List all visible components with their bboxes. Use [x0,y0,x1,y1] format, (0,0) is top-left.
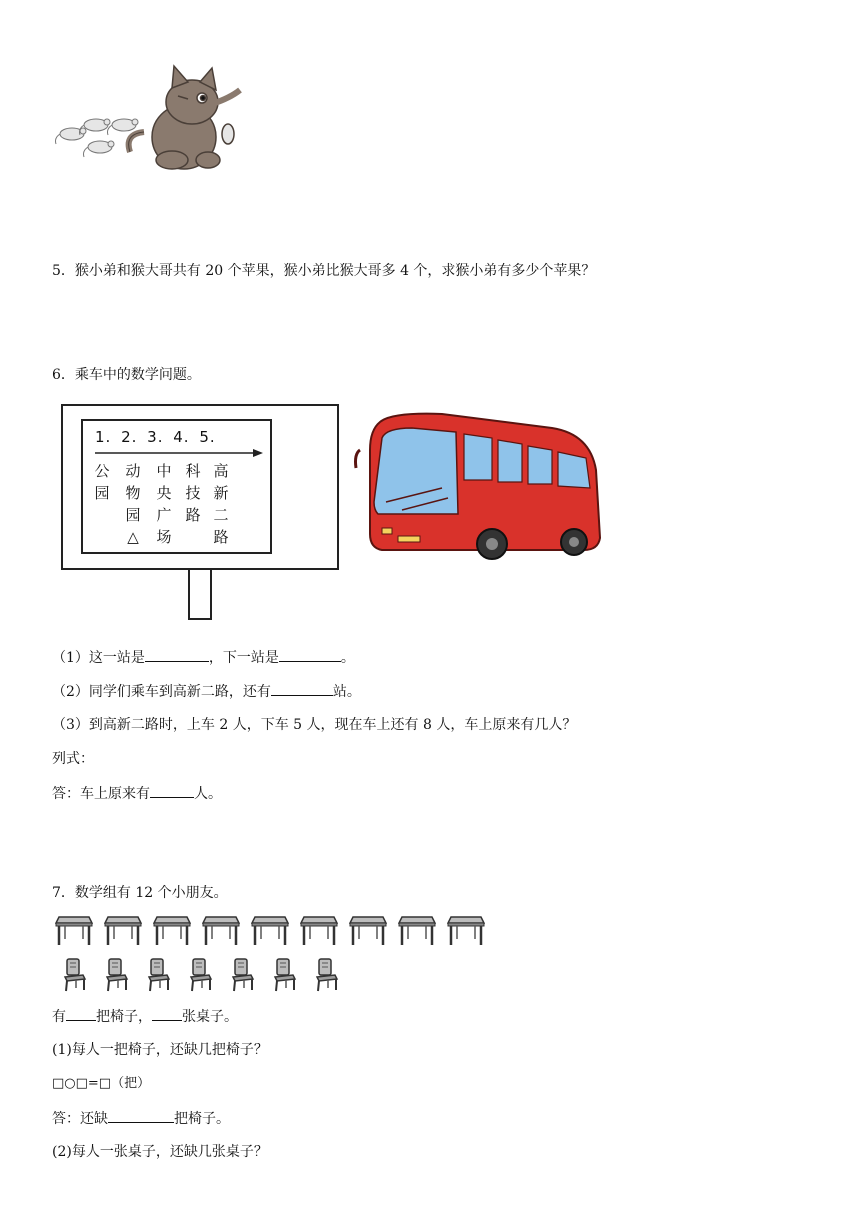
answer-blank-current-station[interactable] [145,647,209,662]
q7-count-line: 有 把椅子， 张桌子。 [52,1006,238,1027]
desk-icon [202,911,240,947]
desks-row [55,911,495,951]
answer-blank-original-passengers[interactable] [150,783,194,798]
chair-icon [62,957,88,993]
answer-blank-next-station[interactable] [279,647,341,662]
chair-icon [272,957,298,993]
q7-sub-1-formula: □○□=□（把） [52,1076,151,1091]
q6-answer: 答：车上原来有 人。 [52,783,222,804]
desk-icon [349,911,387,947]
desk-icon [55,911,93,947]
desk-icon [447,911,485,947]
q6-part-2: （2）同学们乘车到高新二路，还有 站。 [52,681,361,702]
cat-and-mice-illustration [52,62,247,177]
chair-icon [314,957,340,993]
desk-icon [251,911,289,947]
answer-blank-chair-count[interactable] [66,1006,96,1021]
mice-group-icon [56,119,139,157]
route-station-numbers: 1. 2. 3. 4. 5. [95,428,216,446]
q6-part-3: （3）到高新二路时，上车 2 人，下车 5 人，现在车上还有 8 人，车上原来有几人？ [52,717,577,733]
route-sign-post [188,570,212,620]
route-direction-arrow-icon [95,448,265,458]
desk-icon [104,911,142,947]
station-4-kejilu: 科 技 路 [185,462,201,524]
q7-sub-1: (1)每人一把椅子，还缺几把椅子？ [52,1042,268,1058]
chair-icon [146,957,172,993]
question-5: 5．猴小弟和猴大哥共有 20 个苹果，猴小弟比猴大哥多 4 个，求猴小弟有多少个苹果？ [52,263,596,279]
desk-icon [300,911,338,947]
station-2-dongwuyuan: 动 物 园 △ [125,462,141,546]
cat-icon [129,66,240,169]
bus-icon [356,414,601,559]
station-1-gongyuan: 公 园 [94,462,110,502]
q6-part-1: （1）这一站是 ，下一站是 。 [52,647,355,668]
chair-icon [188,957,214,993]
q7-sub-1-answer: 答：还缺 把椅子。 [52,1108,230,1129]
station-5-gaoxinerlu: 高 新 二 路 [213,462,229,546]
red-bus-illustration [352,410,602,568]
q7-sub-2: (2)每人一张桌子，还缺几张桌子？ [52,1144,268,1160]
station-3-zhongyangguangchang: 中 央 广 场 [156,462,172,546]
answer-blank-desk-count[interactable] [152,1006,182,1021]
chair-icon [230,957,256,993]
answer-blank-stops-remaining[interactable] [271,681,333,696]
question-6-title: 6．乘车中的数学问题。 [52,367,201,383]
desk-icon [153,911,191,947]
answer-blank-chairs-missing[interactable] [108,1108,174,1123]
desk-icon [398,911,436,947]
chairs-row [62,957,362,997]
q6-formula-label: 列式： [52,751,94,767]
current-station-triangle-icon: △ [127,528,139,546]
question-7-title: 7．数学组有 12 个小朋友。 [52,885,228,901]
chair-icon [104,957,130,993]
